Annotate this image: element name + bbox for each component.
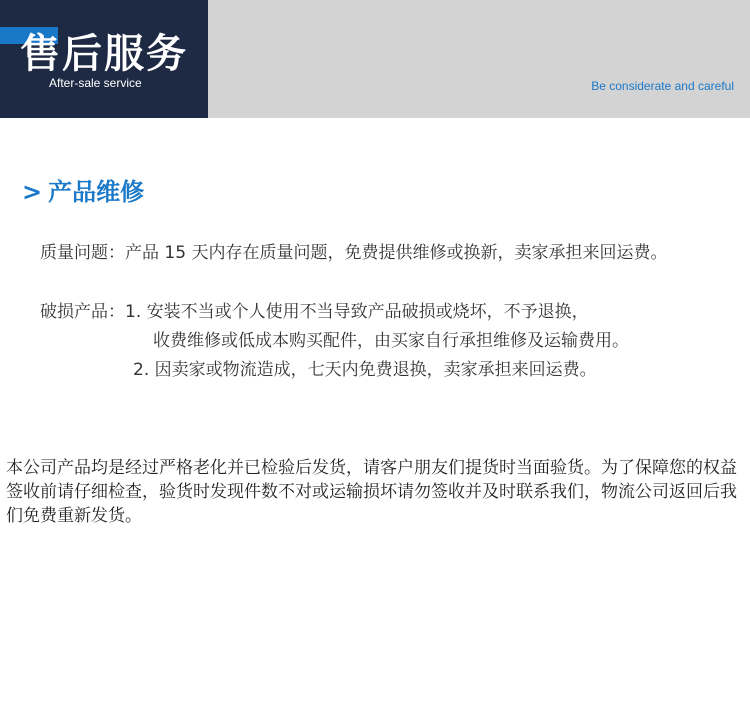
page-title: 售后服务 [20,31,188,77]
notice-paragraph: 本公司产品均是经过严格老化并已检验后发货，请客户朋友们提货时当面验货。为了保障您的权益签收前请仔细检查，验货时发现件数不对或运输损坏请勿签收并及时联系我们，物流公司返回后我们免费重新发货。 [6,458,737,526]
page-subtitle: After-sale service [49,76,142,90]
chevron-right-icon: > [22,178,43,206]
tagline: Be considerate and careful [591,79,734,93]
damage-row-1 [40,301,589,323]
quality-issue-text: 产品 15 天内存在质量问题，免费提供维修或换新，卖家承担来回运费。 [125,243,668,263]
quality-issue-row [40,242,667,264]
header-banner [0,0,750,118]
damage-label: 破损产品： [40,302,125,322]
quality-issue-label: 质量问题： [40,243,125,263]
damage-item-2: 2. 因卖家或物流造成，七天内免费退换，卖家承担来回运费。 [133,360,597,380]
damage-item-1-line-1: 1. 安装不当或个人使用不当导致产品破损或烧坏，不予退换， [125,302,589,322]
section-heading [22,176,144,208]
title-block [0,0,208,118]
damage-item-1-line-2: 收费维修或低成本购买配件，由买家自行承担维修及运输费用。 [153,331,629,351]
section-heading-text: 产品维修 [48,178,145,206]
